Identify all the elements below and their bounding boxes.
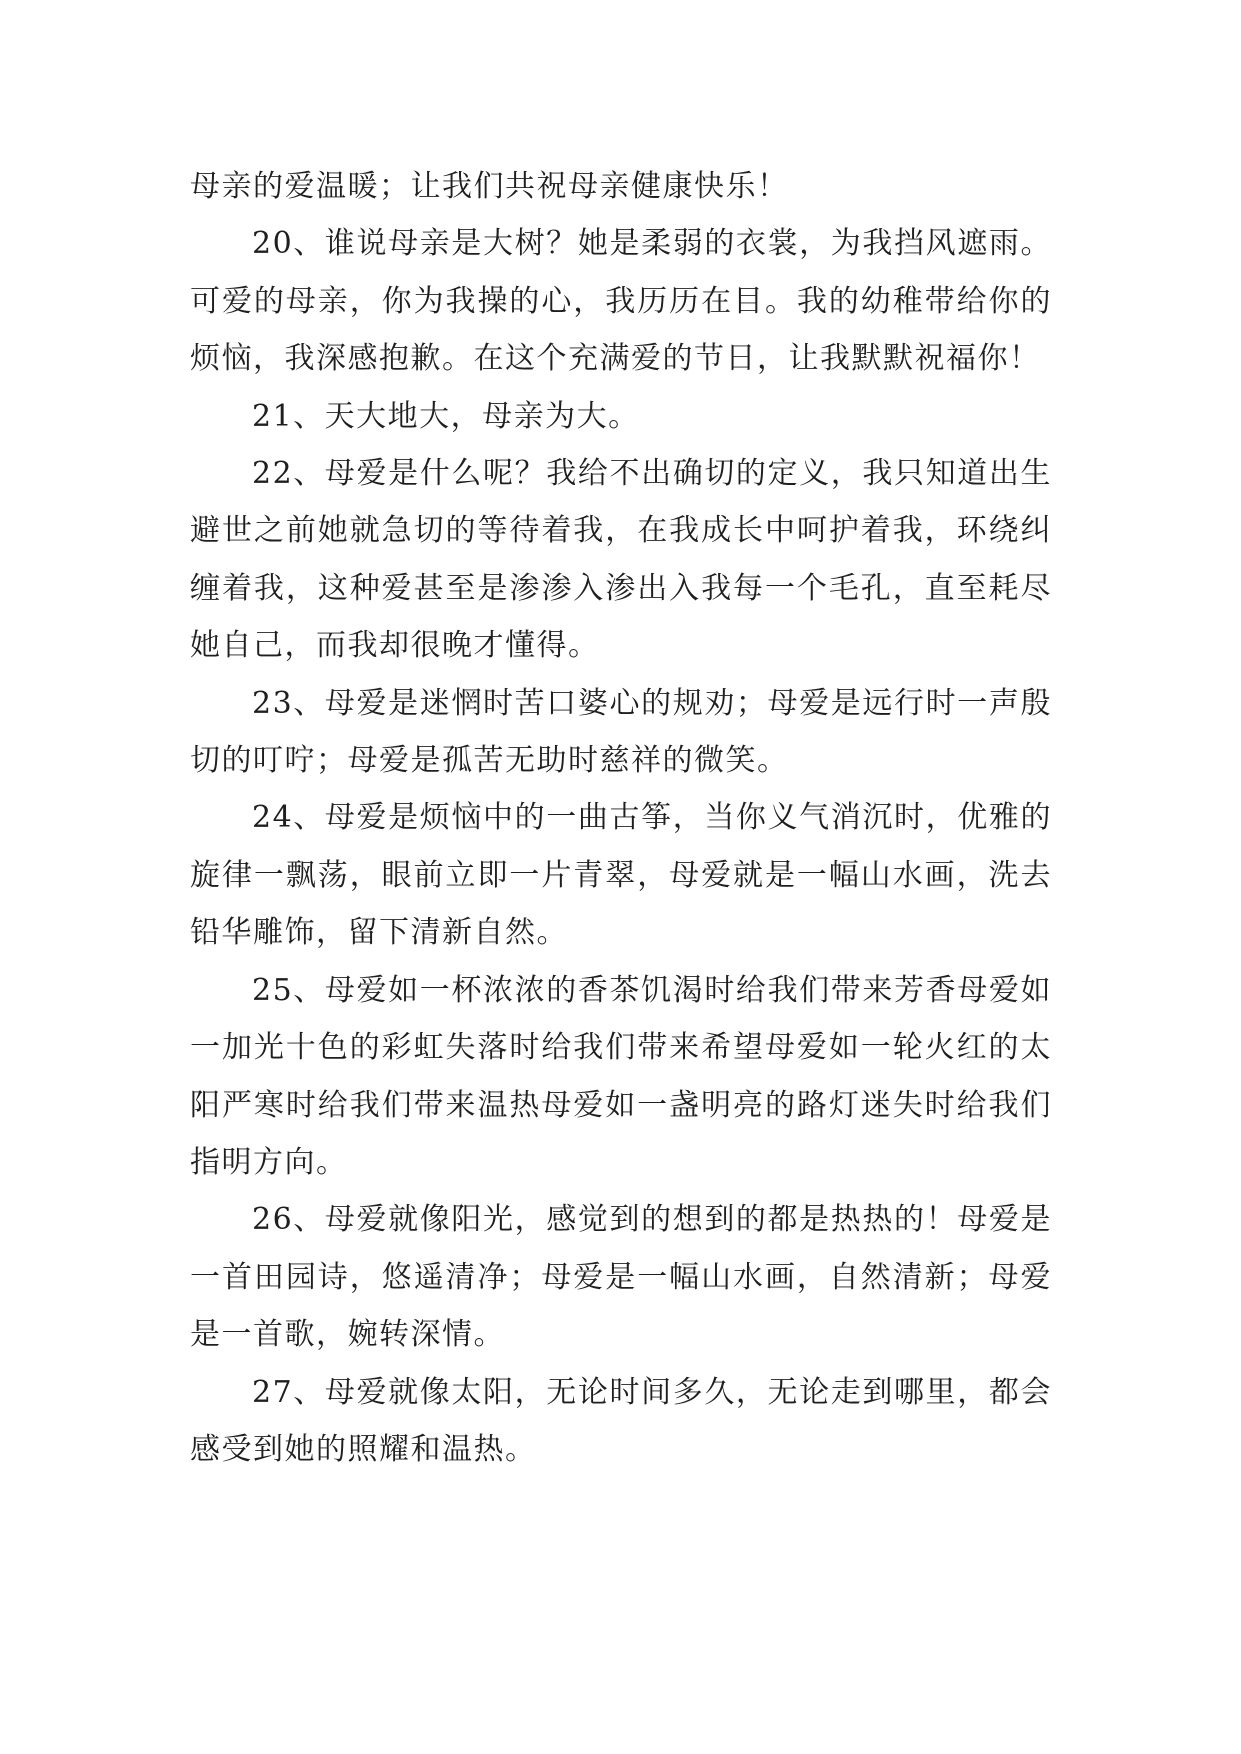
paragraph-21: 21、天大地大，母亲为大。 — [252, 398, 640, 434]
paragraph-24: 24、母爱是烦恼中的一曲古筝，当你义气消沉时，优雅的旋律一飘荡，眼前立即一片青翠，母爱就是一幅山水画，洗去铅华雕饰，留下清新自然。 — [190, 800, 1052, 951]
paragraph-22: 22、母爱是什么呢？我给不出确切的定义，我只知道出生避世之前她就急切的等待着我，在我成长中呵护着我，环绕纠缠着我，这种爱甚至是渗渗入渗出入我每一个毛孔，直至耗尽她自己，而我却很晚才懂得。 — [190, 456, 1052, 664]
paragraph-27: 27、母爱就像太阳，无论时间多久，无论走到哪里，都会感受到她的照耀和温热。 — [190, 1374, 1052, 1467]
paragraph-26: 26、母爱就像阳光，感觉到的想到的都是热热的！母爱是一首田园诗，悠遥清净；母爱是一幅山水画，自然清新；母爱是一首歌，婉转深情。 — [190, 1202, 1052, 1353]
document-body — [190, 158, 1052, 1478]
paragraph-25: 25、母爱如一杯浓浓的香茶饥渴时给我们带来芳香母爱如一加光十色的彩虹失落时给我们带来希望母爱如一轮火红的太阳严寒时给我们带来温热母爱如一盏明亮的路灯迷失时给我们指明方向。 — [190, 972, 1052, 1180]
paragraph-continuation: 母亲的爱温暖；让我们共祝母亲健康快乐！ — [190, 169, 789, 204]
paragraph-23: 23、母爱是迷惘时苦口婆心的规劝；母爱是远行时一声殷切的叮咛；母爱是孤苦无助时慈祥的微笑。 — [190, 685, 1052, 779]
paragraph-20: 20、谁说母亲是大树？她是柔弱的衣裳，为我挡风遮雨。可爱的母亲，你为我操的心，我历历在目。我的幼稚带给你的烦恼，我深感抱歉。在这个充满爱的节日，让我默默祝福你！ — [190, 226, 1052, 377]
